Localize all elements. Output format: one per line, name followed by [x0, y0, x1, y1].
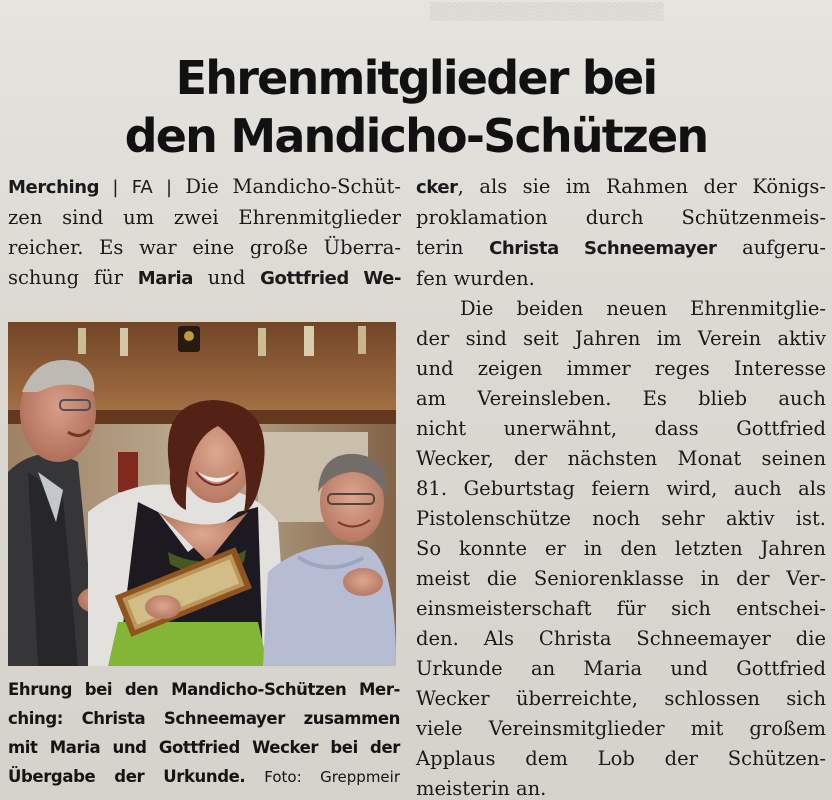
- paragraph-2-line: und zeigen immer reges Interesse: [416, 357, 826, 380]
- left-line-1-text: Die Mandicho-Schüt-: [185, 175, 401, 198]
- right-line-3-text: terin: [416, 236, 464, 259]
- left-line-4-and: und: [207, 266, 246, 289]
- caption-line-4: [8, 762, 400, 792]
- paragraph-2-line: Urkunde an Maria und Gottfried: [416, 657, 826, 680]
- paragraph-2-line: Pistolenschütze noch sehr aktiv ist.: [416, 507, 826, 530]
- right-column-text: [416, 172, 826, 800]
- right-line-1: [416, 172, 826, 203]
- paragraph-2-line: Applaus dem Lob der Schützen-: [416, 747, 826, 770]
- left-line-2: zen sind um zwei Ehrenmitglieder: [8, 206, 401, 229]
- dateline-separator-2: |: [152, 177, 186, 198]
- left-line-4: [8, 263, 401, 294]
- paragraph-2-line: Die beiden neuen Ehrenmitglie-: [460, 297, 826, 320]
- name-christa: Christa Schneemayer: [489, 238, 717, 259]
- name-gottfried-part-1: Gottfried We-: [260, 268, 402, 289]
- photo-award-ceremony-icon: [8, 322, 396, 666]
- show-through-texture: ▒▒▒▒▒▒▒▒▒▒▒▒▒▒▒▒▒▒▒: [430, 2, 664, 21]
- paragraph-2-line: nicht unerwähnt, dass Gottfried: [416, 417, 826, 440]
- dateline-separator-1: |: [99, 177, 132, 198]
- caption-line-4-text: Übergabe der Urkunde.: [8, 767, 246, 786]
- right-line-1-text: , als sie im Rahmen der Königs-: [457, 175, 826, 198]
- left-line-3: reicher. Es war eine große Überra-: [8, 236, 401, 259]
- dateline-place: Merching: [8, 177, 100, 198]
- dateline-source: FA: [131, 177, 153, 198]
- left-column-text: [8, 172, 401, 294]
- photo-caption: [8, 675, 400, 792]
- headline-line-2: den Mandicho-Schützen: [124, 108, 708, 163]
- paragraph-2-line: den. Als Christa Schneemayer die: [416, 627, 826, 650]
- paragraph-2-line: der sind seit Jahren im Verein aktiv: [416, 327, 826, 350]
- name-maria: Maria: [137, 268, 193, 289]
- article-headline: [0, 49, 832, 165]
- caption-line-3: mit Maria und Gottfried Wecker bei der: [8, 738, 400, 757]
- paragraph-2-line: meisterin an.: [416, 777, 547, 800]
- paragraph-2-line: viele Vereinsmitglieder mit großem: [416, 717, 826, 740]
- paragraph-2: [416, 294, 826, 800]
- paragraph-2-line: Wecker, der nächsten Monat seinen: [416, 447, 826, 470]
- right-line-3-end: aufgeru-: [742, 236, 826, 259]
- paragraph-2-line: am Vereinsleben. Es blieb auch: [416, 387, 826, 410]
- paragraph-2-line: 81. Geburtstag feiern wird, auch als: [416, 477, 826, 500]
- paragraph-2-line: So konnte er in den letzten Jahren: [416, 537, 826, 560]
- caption-line-1: Ehrung bei den Mandicho-Schützen Mer-: [8, 680, 400, 699]
- photo-credit: Foto: Greppmeir: [264, 768, 400, 786]
- article-photo: [8, 322, 396, 666]
- right-line-2: proklamation durch Schützenmeis-: [416, 206, 826, 229]
- paragraph-2-line: Wecker überreichte, schlossen sich: [416, 687, 826, 710]
- name-gottfried-part-2: cker: [416, 177, 458, 198]
- headline-line-1: Ehrenmitglieder bei: [175, 50, 657, 105]
- right-line-4: fen wurden.: [416, 267, 535, 290]
- left-line-4-text: schung für: [8, 266, 123, 289]
- left-line-1: [8, 172, 401, 203]
- paragraph-2-line: meist die Seniorenklasse in der Ver-: [416, 567, 826, 590]
- paragraph-2-line: einsmeisterschaft für sich entschei-: [416, 597, 826, 620]
- caption-line-2: ching: Christa Schneemayer zusammen: [8, 709, 400, 728]
- right-line-3: [416, 233, 826, 264]
